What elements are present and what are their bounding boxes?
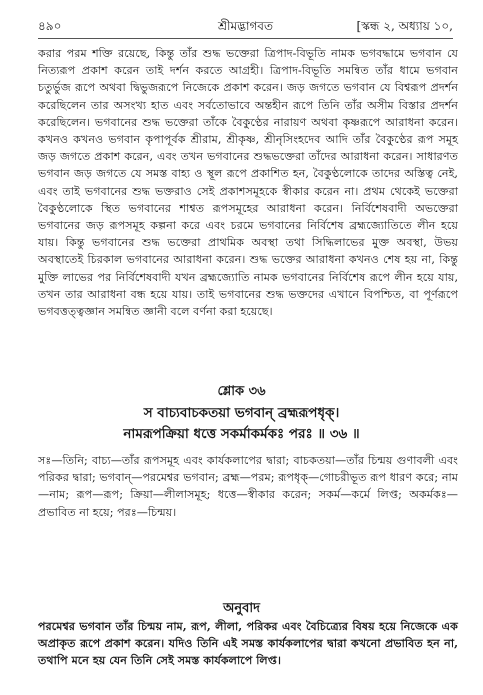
page-number: ৪৯০ bbox=[38, 19, 62, 33]
page-header bbox=[38, 18, 453, 36]
verse-line-2: নামরূপক্রিয়া ধত্তে সকর্মাকর্মকঃ পরঃ ॥ ৩৬ ॥ bbox=[123, 426, 360, 442]
book-title: শ্রীমদ্ভাগবত bbox=[217, 19, 273, 33]
verse-line-1: স বাচ্যবাচকতয়া ভগবান্ ব্রহ্মরূপধৃক্। bbox=[143, 405, 340, 421]
translation-heading: অনুবাদ bbox=[223, 601, 260, 616]
verse-text bbox=[0, 403, 483, 445]
translation-paragraph: পরমেশ্বর ভগবান তাঁর চিন্ময় নাম, রূপ, লীলা, পরিকর এবং বৈচিত্র্যের বিষয় হয়ে নিজেকে এক অপ্রাকৃত রূপে প্রকাশ করেন। যদিও তিনি এই সমস্ত কার্যকলাপের দ্বারা কখনো প্রভাবিত হন না, তথাপি মনে হয় যেন তিনি সেই সমস্ত কার্যকলাপে লিপ্ত। bbox=[38, 619, 458, 668]
synonyms-paragraph: সঃ—তিনি; বাচ্য—তাঁর রূপসমূহ এবং কার্যকলাপের দ্বারা; বাচকতয়া—তাঁর চিন্ময় গুণাবলী এবং পরিকর দ্বারা; ভগবান্—পরমেশ্বর ভগবান; ব্রহ্ম—পরম; রূপধৃক্—গোচরীভূত রূপ ধারণ করে; নাম—নাম; রূপ—রূপ; ক্রিয়া—লীলাসমূহ; ধত্তে—স্বীকার করেন; সকর্ম—কর্মে লিপ্ত; অকর্মকঃ—প্রভাবিত না হয়ে; পরঃ—চিন্ময়। bbox=[38, 454, 458, 519]
chapter-reference: [স্কন্ধ ২, অধ্যায় ১০, bbox=[356, 19, 453, 33]
verse-heading: শ্লোক ৩৬ bbox=[217, 384, 266, 399]
purport-paragraph: করার পরম শক্তি রয়েছে, কিন্তু তাঁর শুদ্ধ ভক্তেরা ত্রিপাদ-বিভূতি নামক ভগবদ্ধামে ভগবান যে নিত্যরূপ প্রকাশ করেন তাই দর্শন করতে আগ্রহী। ত্রিপাদ-বিভূতি সমন্বিত তাঁর ধামে ভগবান চতুর্ভুজ রূপে অথবা দ্বিভুজরূপে নিজেকে প্রকাশ করেন। জড় জগতে ভগবান যে বিশ্বরূপ প্রদর্শন করেছিলেন তার অসংখ্য হাত এবং সর্বতোভাবে অন্তহীন রূপে তিনি তাঁর অসীম বিস্তার প্রদর্শন করেছিলেন। ভগবানের শুদ্ধ ভক্তেরা তাঁকে বৈকুণ্ঠের নারায়ণ অথবা কৃষ্ণরূপে আরাধনা করেন। কখনও কখনও ভগবান কৃপাপূর্বক শ্রীরাম, শ্রীকৃষ্ণ, শ্রীনৃসিংহদেব আদি তাঁর বৈকুণ্ঠের রূপ সমূহ জড় জগতে প্রকাশ করেন, এবং তখন ভগবানের শুদ্ধভক্তেরা তাঁদের আরাধনা করেন। সাধারণত ভগবান জড় জগতে যে সমস্ত বাহ্য ও স্থূল রূপে প্রকাশিত হন, বৈকুণ্ঠলোকে তাদের অস্তিত্ব নেই, এবং তাই ভগবানের শুদ্ধ ভক্তরাও সেই প্রকাশসমূহকে স্বীকার করেন না। প্রথম থেকেই ভক্তেরা বৈকুণ্ঠলোকে স্থিত ভগবানের শাশ্বত রূপসমূহের আরাধনা করেন। নির্বিশেষবাদী অভক্তেরা ভগবানের জড় রূপসমূহ কল্পনা করে এবং চরমে ভগবানের নির্বিশেষ ব্রহ্মজ্যোতিতে লীন হয়ে যায়। কিন্তু ভগবানের শুদ্ধ ভক্তেরা প্রাথমিক অবস্থা তথা সিদ্ধিলাভের মুক্ত অবস্থা, উভয় অবস্থাতেই চিরকাল ভগবানের আরাধনা করেন। শুদ্ধ ভক্তের আরাধনা কখনও শেষ হয় না, কিন্তু মুক্তি লাভের পর নির্বিশেষবাদী যখন ব্রহ্মজ্যোতি নামক ভগবানের নির্বিশেষ রূপে লীন হয়ে যায়, তখন তার আরাধনা বন্ধ হয়ে যায়। তাই ভগবানের শুদ্ধ ভক্তদের এখানে বিপশ্চিত, বা পূর্ণরূপে ভগবত্তত্ত্বজ্ঞান সমন্বিত জ্ঞানী বলে বর্ণনা করা হয়েছে। bbox=[38, 47, 458, 319]
header-rule bbox=[38, 38, 453, 39]
